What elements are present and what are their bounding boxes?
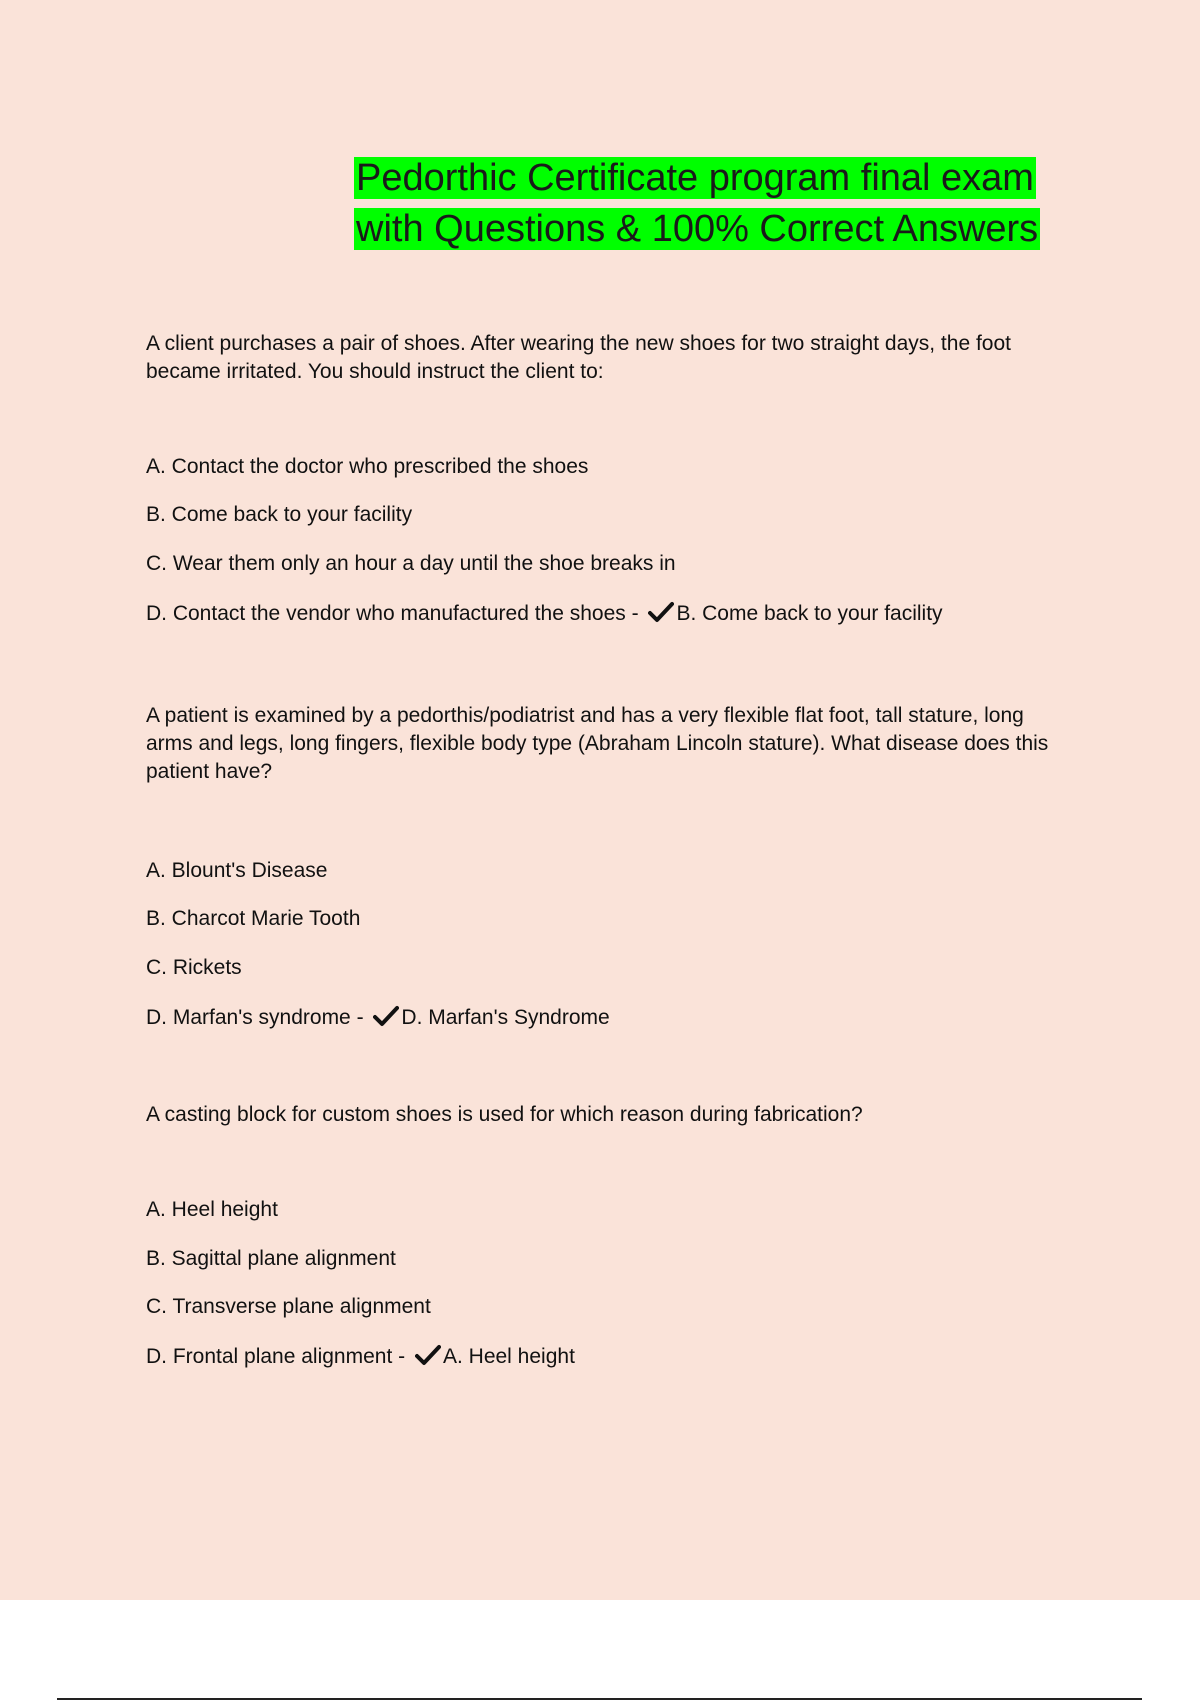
title-line-1: Pedorthic Certificate program final exam <box>356 157 1034 199</box>
question-3-option-c: C. Transverse plane alignment <box>146 1295 431 1318</box>
question-2-prompt: A patient is examined by a pedorthis/podiatrist and has a very flexible flat foot, tall stature, long arms and legs, long fingers, flexible body type (Abraham Lincoln stature). What disease does this patient have? <box>146 704 1049 783</box>
checkmark-icon <box>415 1344 441 1366</box>
question-1-prompt: A client purchases a pair of shoes. After wearing the new shoes for two straight days, the foot became irritated. You should instruct the client to: <box>146 332 1011 383</box>
question-1-option-c: C. Wear them only an hour a day until the shoe breaks in <box>146 552 676 575</box>
title-line-2: with Questions & 100% Correct Answers <box>356 208 1039 250</box>
question-2-option-b: B. Charcot Marie Tooth <box>146 907 361 930</box>
question-1-answer: B. Come back to your facility <box>676 602 943 625</box>
checkmark-icon <box>648 601 674 623</box>
question-1-option-b: B. Come back to your facility <box>146 503 413 526</box>
checkmark-icon <box>373 1005 399 1027</box>
question-3-option-b: B. Sagittal plane alignment <box>146 1247 396 1270</box>
question-2-answer: D. Marfan's Syndrome <box>401 1006 610 1029</box>
question-2-option-d: D. Marfan's syndrome - <box>146 1006 364 1029</box>
question-1-option-d: D. Contact the vendor who manufactured the shoes - <box>146 602 639 625</box>
question-3-answer: A. Heel height <box>442 1345 575 1368</box>
question-1-option-d-row <box>146 600 943 628</box>
question-3-prompt: A casting block for custom shoes is used for which reason during fabrication? <box>146 1103 863 1126</box>
question-3-option-a: A. Heel height <box>146 1198 278 1221</box>
question-3-option-d-row <box>146 1343 575 1371</box>
question-1-option-a: A. Contact the doctor who prescribed the shoes <box>146 455 589 478</box>
question-2-option-d-row <box>146 1004 610 1032</box>
document-title <box>354 153 1086 255</box>
question-3-option-d: D. Frontal plane alignment - <box>146 1345 406 1368</box>
question-2-option-c: C. Rickets <box>146 956 242 979</box>
question-2-option-a: A. Blount's Disease <box>146 859 328 882</box>
